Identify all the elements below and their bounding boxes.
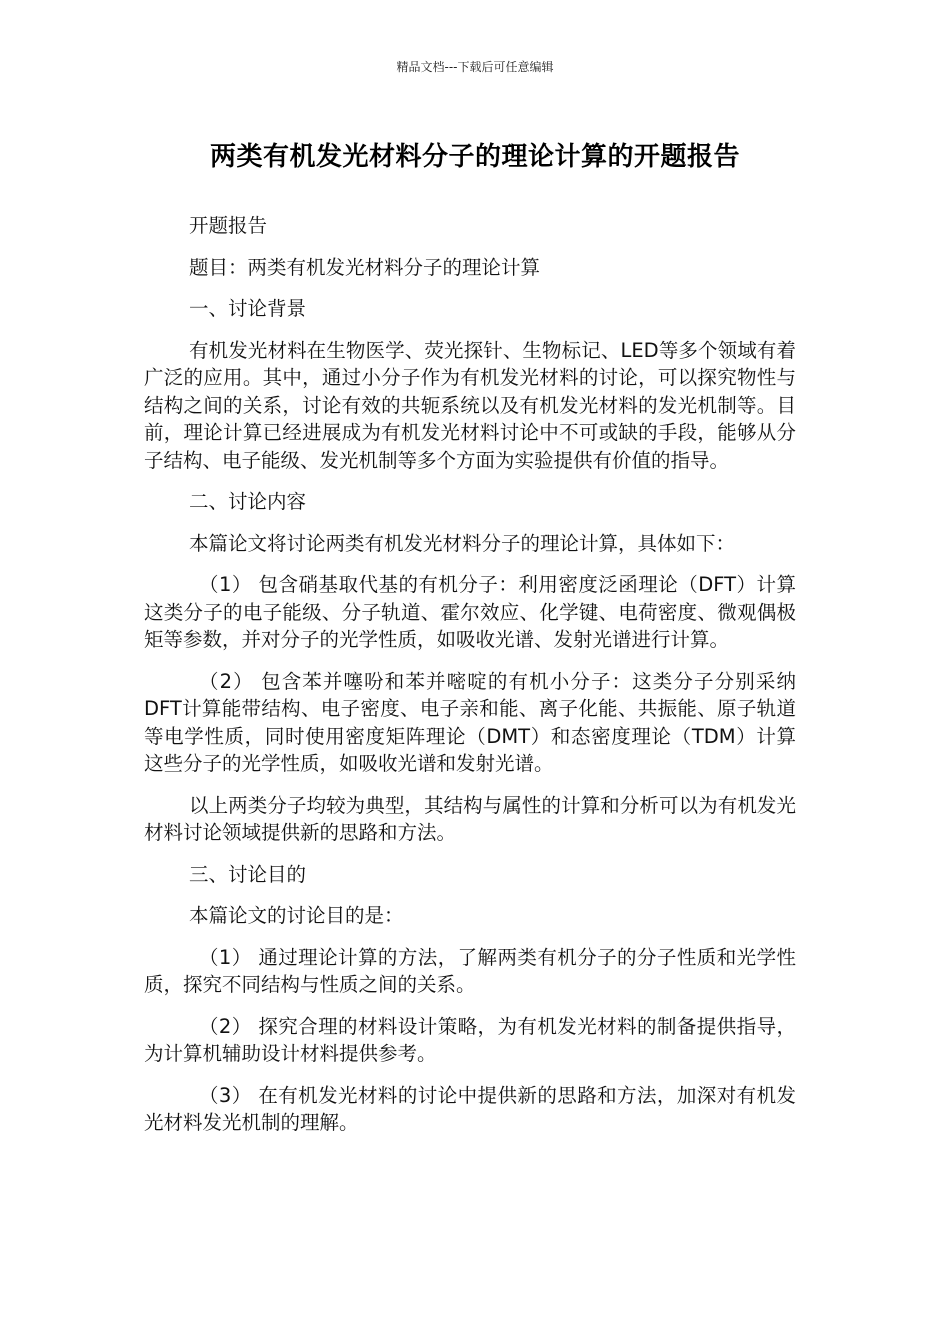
paragraph-content-summary: 以上两类分子均较为典型，其结构与属性的计算和分析可以为有机发光材料讨论领域提供新的思路和方法。 bbox=[144, 793, 796, 844]
paragraph-topic: 题目：两类有机发光材料分子的理论计算 bbox=[189, 255, 541, 279]
paragraph-label-report: 开题报告 bbox=[189, 214, 268, 237]
section-heading-purpose: 三、讨论目的 bbox=[189, 862, 307, 886]
list-item-content-1: （1） 包含硝基取代基的有机分子：利用密度泛函理论（DFT）计算这类分子的电子能级、分子轨道、霍尔效应、化学键、电荷密度、微观偶极矩等参数，并对分子的光学性质，如吸收光谱、发射光谱进行计算。 bbox=[144, 573, 796, 651]
document-body bbox=[144, 212, 796, 1151]
list-item-content-2: （2） 包含苯并噻吩和苯并嘧啶的有机小分子：这类分子分别采纳DFT计算能带结构、电子密度、电子亲和能、离子化能、共振能、原子轨道等电学性质，同时使用密度矩阵理论（DMT）和态密度理论（TDM）计算这些分子的光学性质，如吸收光谱和发射光谱。 bbox=[144, 669, 796, 775]
list-item-purpose-2: （2） 探究合理的材料设计策略，为有机发光材料的制备提供指导，为计算机辅助设计材料提供参考。 bbox=[144, 1014, 796, 1065]
page-header: 精品文档---下载后可任意编辑 bbox=[396, 60, 554, 74]
document-title: 两类有机发光材料分子的理论计算的开题报告 bbox=[209, 142, 740, 172]
paragraph-purpose-intro: 本篇论文的讨论目的是： bbox=[189, 904, 404, 927]
list-item-purpose-1: （1） 通过理论计算的方法，了解两类有机分子的分子性质和光学性质，探究不同结构与性质之间的关系。 bbox=[144, 945, 796, 996]
paragraph-content-intro: 本篇论文将讨论两类有机发光材料分子的理论计算，具体如下： bbox=[189, 531, 736, 555]
section-heading-content: 二、讨论内容 bbox=[189, 490, 307, 513]
list-item-purpose-3: （3） 在有机发光材料的讨论中提供新的思路和方法，加深对有机发光材料发光机制的理解。 bbox=[144, 1083, 796, 1134]
section-heading-background: 一、讨论背景 bbox=[189, 297, 307, 320]
paragraph-background: 有机发光材料在生物医学、荧光探针、生物标记、LED等多个领域有着广泛的应用。其中，通过小分子作为有机发光材料的讨论，可以探究物性与结构之间的关系，讨论有效的共轭系统以及有机发光材料的发光机制等。目前，理论计算已经进展成为有机发光材料讨论中不可或缺的手段，能够从分子结构、电子能级、发光机制等多个方面为实验提供有价值的指导。 bbox=[144, 338, 796, 472]
